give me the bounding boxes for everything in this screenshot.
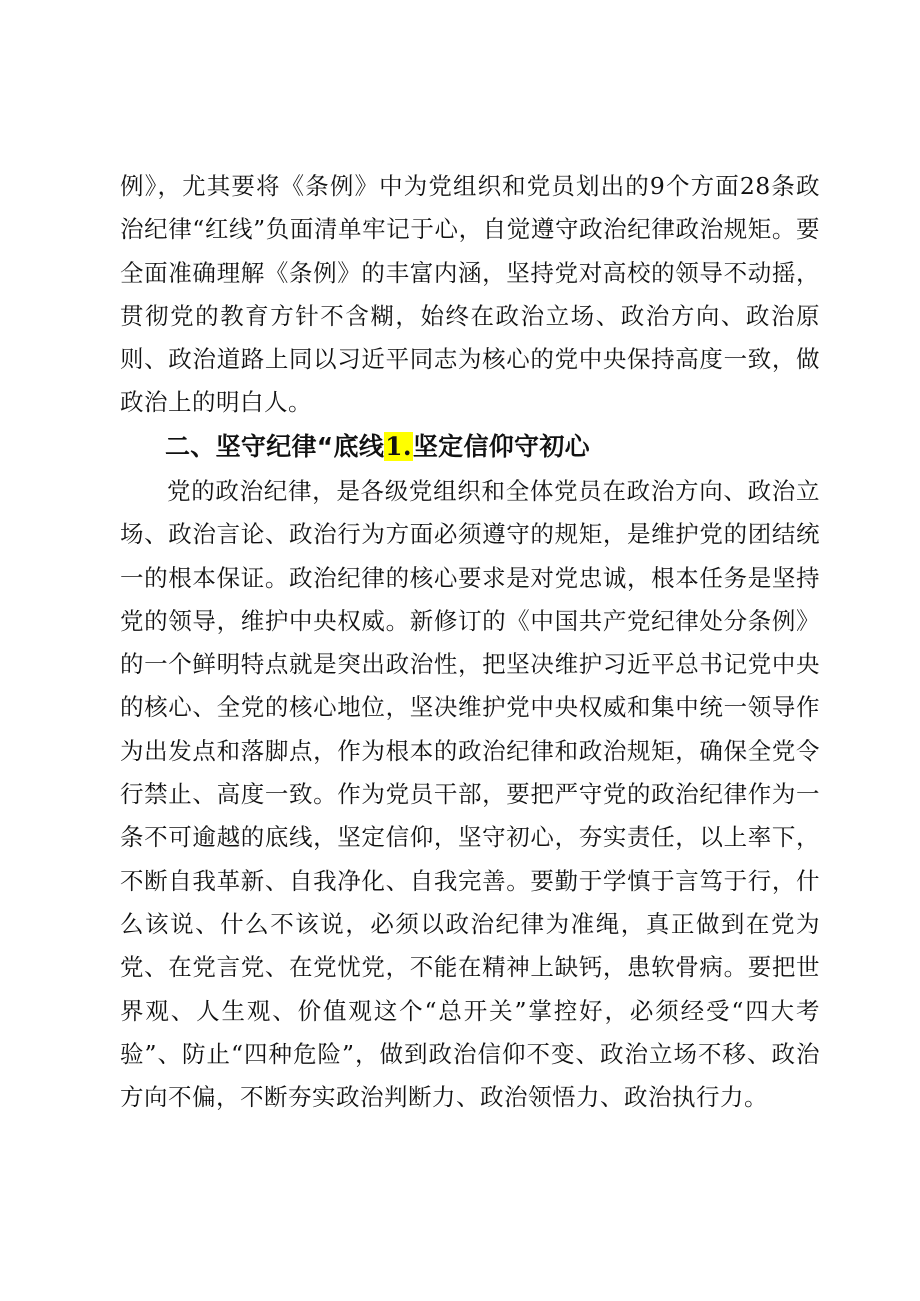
paragraph-main: 党的政治纪律，是各级党组织和全体党员在政治方向、政治立场、政治言论、政治行为方面必须遵守的规矩，是维护党的团结统一的根本保证。政治纪律的核心要求是对党忠诚，根本任务是坚持党的领导，维护中央权威。新修订的《中国共产党纪律处分条例》的一个鲜明特点就是突出政治性，把坚决维护习近平总书记党中央的核心、全党的核心地位，坚决维护党中央权威和集中统一领导作为出发点和落脚点，作为根本的政治纪律和政治规矩，确保全党令行禁止、高度一致。作为党员干部，要把严守党的政治纪律作为一条不可逾越的底线，坚定信仰，坚守初心，夯实责任，以上率下，不断自我革新、自我净化、自我完善。要勤于学慎于言笃于行，什么该说、什么不该说，必须以政治纪律为准绳，真正做到在党为党、在党言党、在党忧党，不能在精神上缺钙，患软骨病。要把世界观、人生观、价值观这个“总开关”掌控好，必须经受“四大考验”、防止“四种危险”，做到政治信仰不变、政治立场不移、政治方向不偏，不断夯实政治判断力、政治领悟力、政治执行力。 bbox=[120, 477, 820, 1112]
heading-text-before: 二、坚守纪律“底线 bbox=[165, 432, 385, 461]
paragraph-continued: 例》，尤其要将《条例》中为党组织和党员划出的9个方面28条政治纪律“红线”负面清单牢记于心，自觉遵守政治纪律政治规矩。要全面准确理解《条例》的丰富内涵，坚持党对高校的领导不动摇，贯彻党的教育方针不含糊，始终在政治立场、政治方向、政治原则、政治道路上同以习近平同志为核心的党中央保持高度一致，做政治上的明白人。 bbox=[120, 172, 820, 417]
heading-highlighted-number: 1. bbox=[385, 432, 412, 461]
heading-text-after: 坚定信仰守初心 bbox=[412, 432, 590, 461]
section-heading bbox=[165, 424, 590, 470]
